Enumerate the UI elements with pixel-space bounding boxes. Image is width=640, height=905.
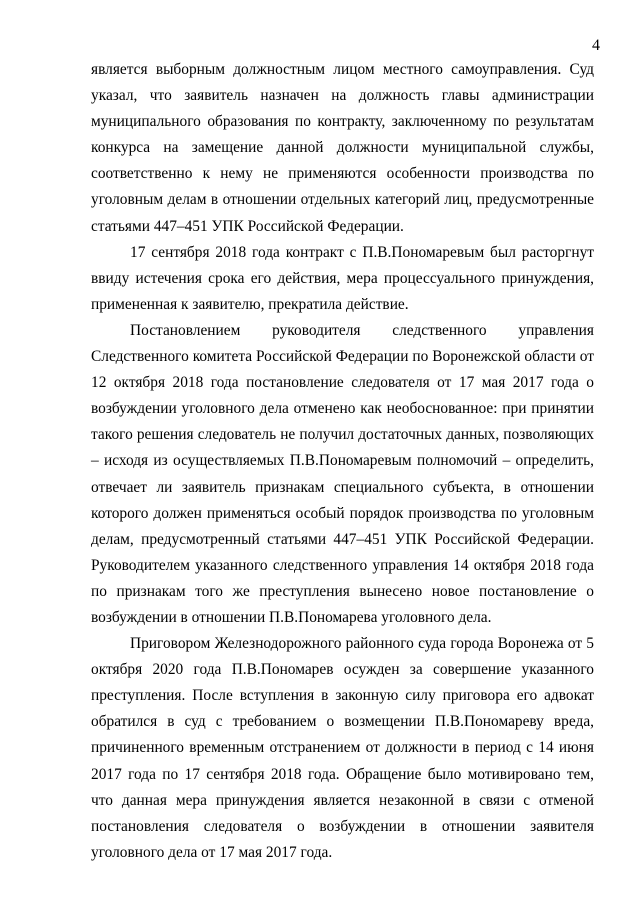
paragraph-decision-cancelled: Постановлением руководителя следственного управления Следственного комитета Российской Федерации по Воронежской области от 12 октября 2018 года постановление следователя от 17 мая 2017 года о возбуждении уголовного дела отменено как необоснованное: при принятии такого решения следователь не получил достаточных данных, позволяющих – исходя из осуществляемых П.В.Пономаревым полномочий – определить, отвечает ли заявитель признакам специального субъекта, в отношении которого должен применяться особый порядок производства по уголовным делам, предусмотренный статьями 447–451 УПК Российской Федерации. Руководителем указанного следственного управления 14 октября 2018 года по признакам того же преступления вынесено новое постановление о возбуждении в отношении П.В.Пономарева уголовного дела. bbox=[91, 321, 594, 626]
paragraph-contract-termination: 17 сентября 2018 года контракт с П.В.Пономаревым был расторгнут ввиду истечения срока его действия, мера процессуального принуждения, примененная к заявителю, прекратила действие. bbox=[91, 243, 594, 313]
paragraph-continuation: является выборным должностным лицом местного самоуправления. Суд указал, что заявитель назначен на должность главы администрации муниципального образования по контракту, заключенному по результатам конкурса на замещение данной должности муниципальной службы, соответственно к нему не применяются особенности производства по уголовным делам в отношении отдельных категорий лиц, предусмотренные статьями 447–451 УПК Российской Федерации. bbox=[91, 61, 594, 235]
document-body bbox=[91, 57, 594, 866]
paragraph-verdict: Приговором Железнодорожного районного суда города Воронежа от 5 октября 2020 года П.В.Пономарев осужден за совершение указанного преступления. После вступления в законную силу приговора его адвокат обратился в суд с требованием о возмещении П.В.Пономареву вреда, причиненного временным отстранением от должности в период с 14 июня 2017 года по 17 сентября 2018 года. Обращение было мотивировано тем, что данная мера принуждения является незаконной в связи с отменой постановления следователя о возбуждении в отношении заявителя уголовного дела от 17 мая 2017 года. bbox=[91, 635, 594, 861]
page-number: 4 bbox=[592, 37, 600, 54]
